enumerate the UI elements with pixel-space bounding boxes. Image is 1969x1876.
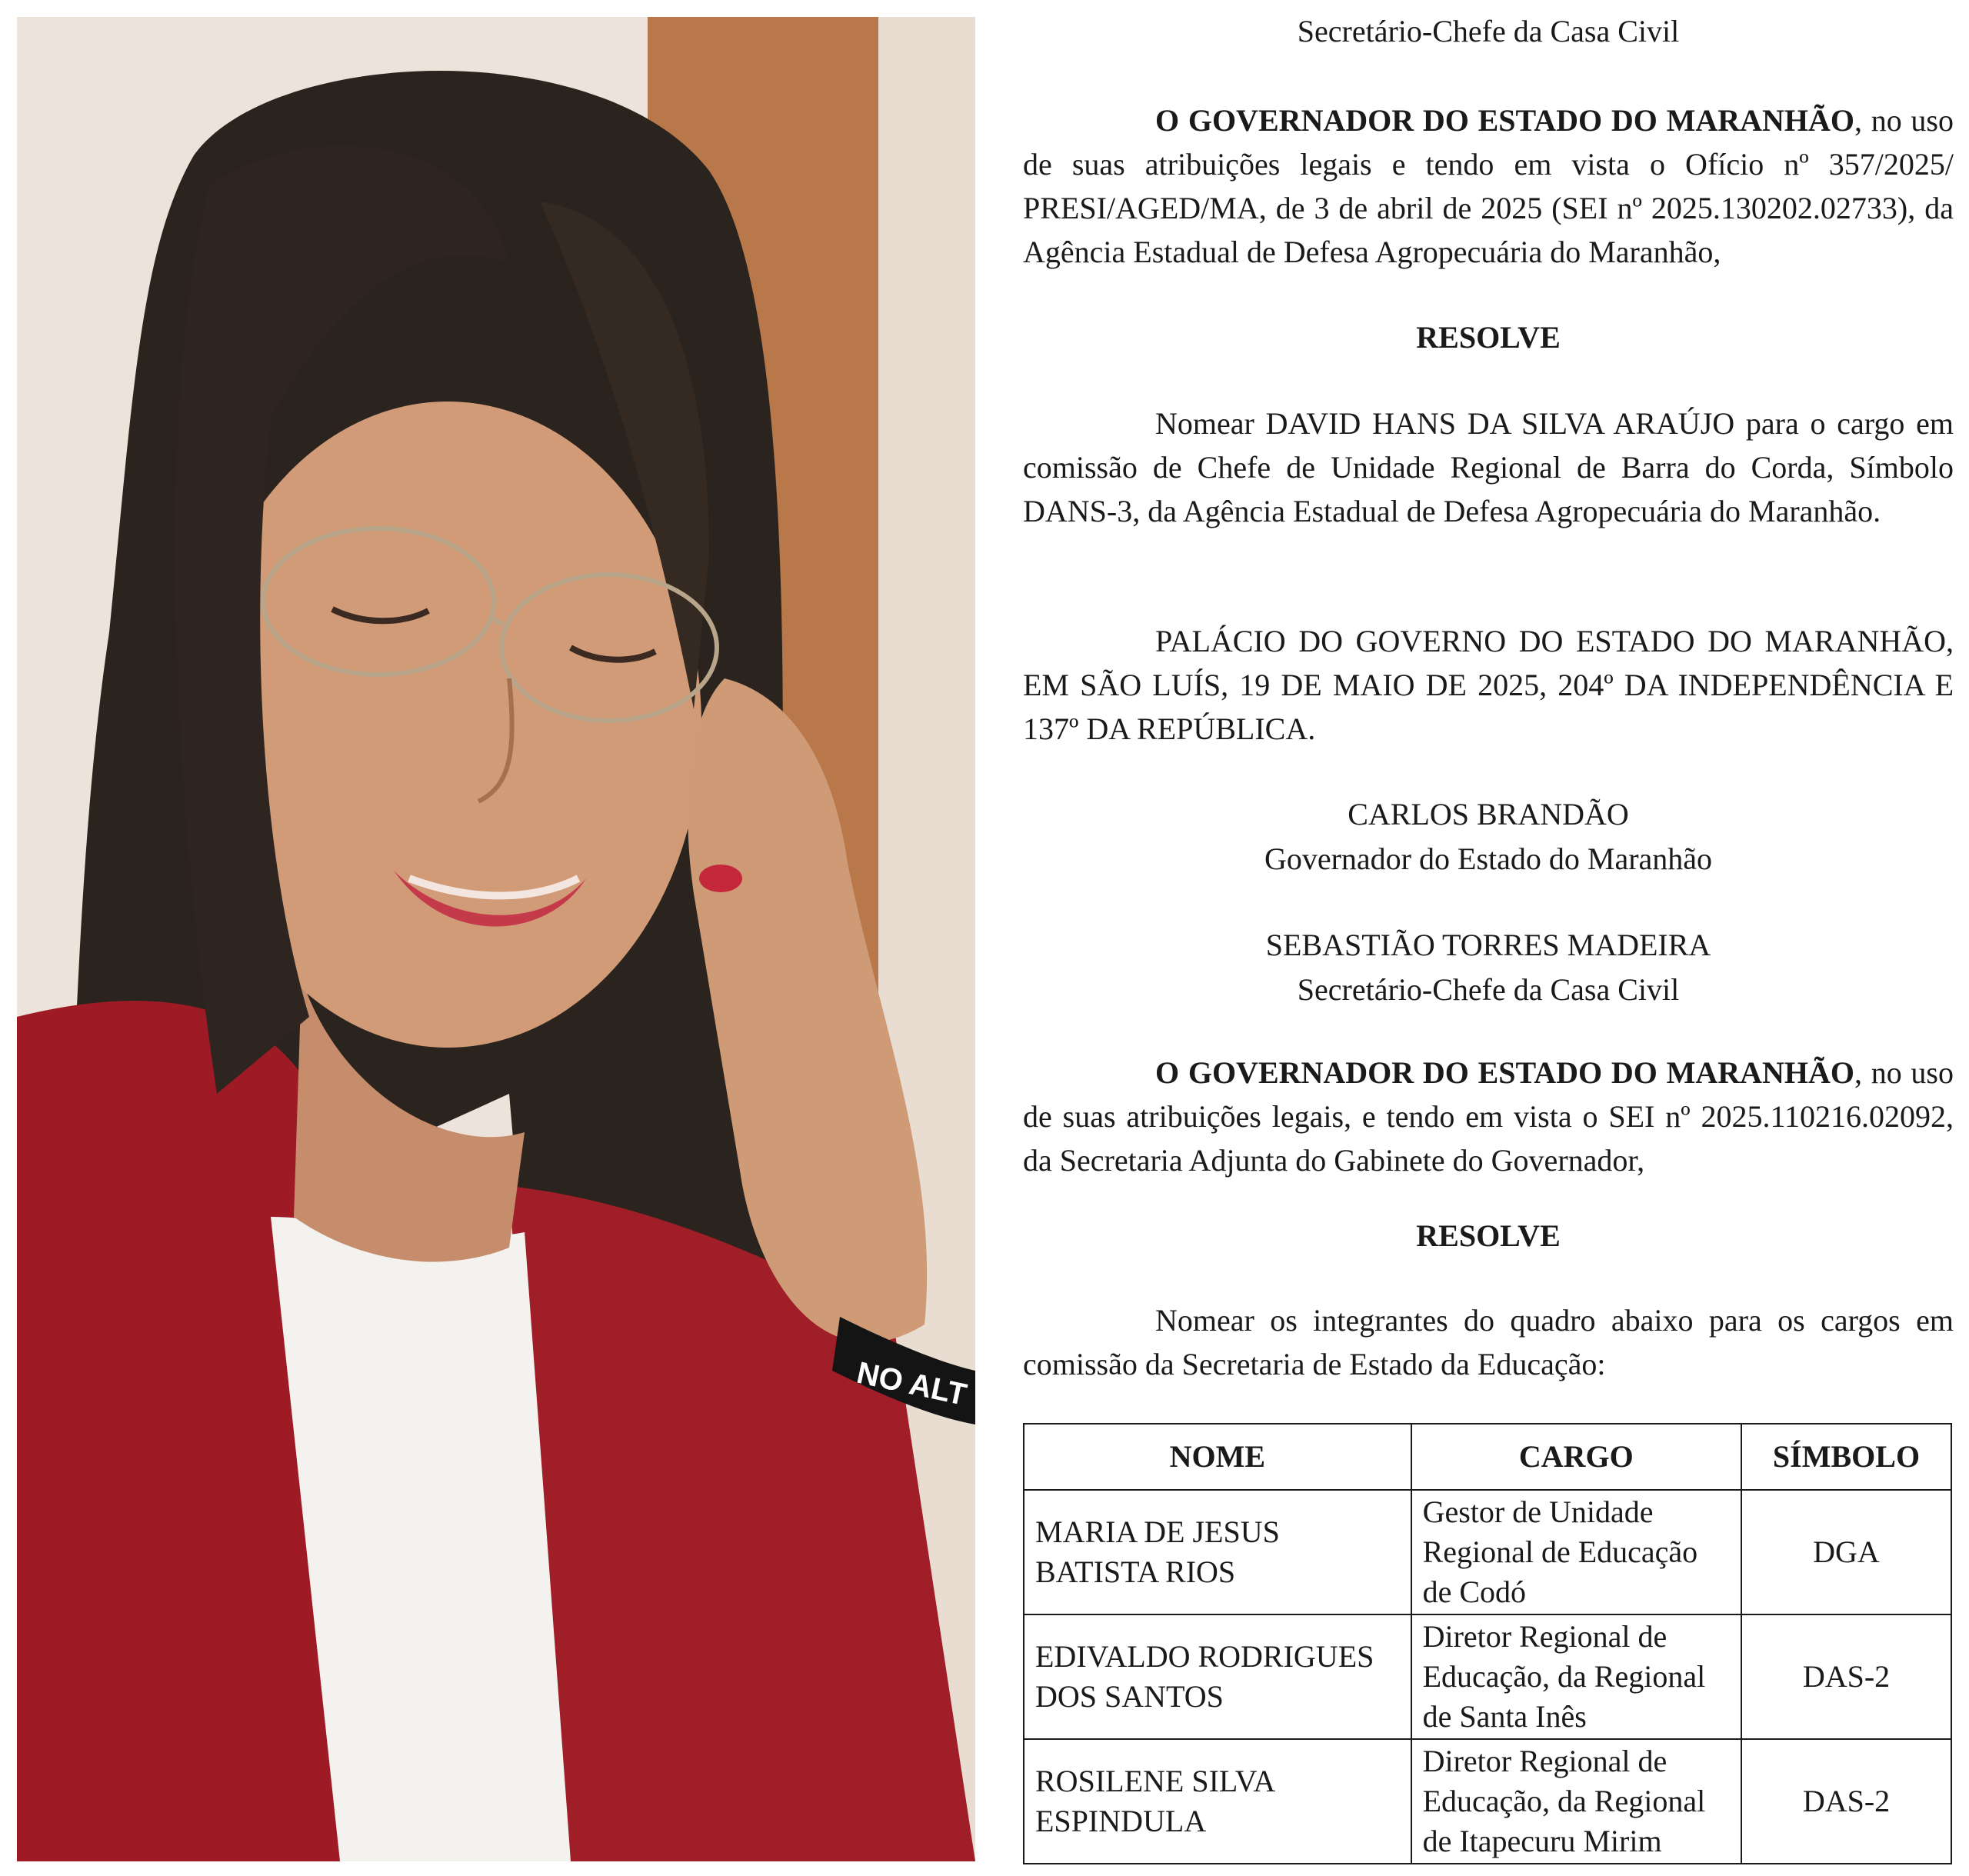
header-nome: NOME <box>1024 1424 1411 1490</box>
cell-nome: ROSILENE SILVA ESPINDULA <box>1024 1739 1411 1864</box>
act2-body: Nomear os integrantes do quadro abaixo para os cargos em comissão da Secretaria de Estado da Educação: <box>1023 1303 1954 1381</box>
signer2-role: Secretário-Chefe da Casa Civil <box>1297 972 1680 1007</box>
signer1-role: Governador do Estado do Maranhão <box>1264 841 1713 876</box>
portrait-illustration <box>17 17 975 1861</box>
signer1-name: CARLOS BRANDÃO <box>1348 797 1629 831</box>
signer2-name: SEBASTIÃO TORRES MADEIRA <box>1265 928 1711 962</box>
official-gazette-excerpt <box>1023 0 1954 1876</box>
header-simbolo: SÍMBOLO <box>1741 1424 1951 1490</box>
act1-governor-heading: O GOVERNADOR DO ESTADO DO MARANHÃO <box>1155 103 1854 138</box>
cell-cargo: Gestor de Unidade Regional de Educação de Codó <box>1411 1490 1741 1614</box>
act2-resolve: RESOLVE <box>1416 1218 1561 1253</box>
act2-preamble-text: , no uso de suas atribuições legais, e tendo em vista o SEI nº 2025.110216.02092, da Secretaria Adjunta do Gabinete do Governador, <box>1023 1055 1954 1178</box>
act1-resolve: RESOLVE <box>1416 320 1561 355</box>
table-row <box>1024 1614 1951 1739</box>
cell-simbolo: DGA <box>1741 1490 1951 1614</box>
act1-preamble-text: , no uso de suas atribuições legais e tendo em vista o Ofício nº 357/2025/ PRESI/AGED/MA, de 3 de abril de 2025 (SEI nº 2025.130202.02733), da Agência Estadual de Defesa Agropecuária do Maranhão, <box>1023 103 1954 269</box>
table-row <box>1024 1490 1951 1614</box>
cell-cargo: Diretor Regional de Educação, da Regional de Itapecuru Mirim <box>1411 1739 1741 1864</box>
portrait-photo <box>17 17 975 1861</box>
header-cargo: CARGO <box>1411 1424 1741 1490</box>
act2-governor-heading: O GOVERNADOR DO ESTADO DO MARANHÃO <box>1155 1055 1854 1090</box>
table-row <box>1024 1739 1951 1864</box>
cell-nome: MARIA DE JESUS BATISTA RIOS <box>1024 1490 1411 1614</box>
act1-preamble <box>1023 98 1954 274</box>
top-signer-role: Secretário-Chefe da Casa Civil <box>1297 14 1680 48</box>
appointments-table <box>1023 1423 1952 1864</box>
cell-nome: EDIVALDO RODRIGUES DOS SANTOS <box>1024 1614 1411 1739</box>
act2-preamble <box>1023 1051 1954 1182</box>
table-header-row <box>1024 1424 1951 1490</box>
cell-simbolo: DAS-2 <box>1741 1739 1951 1864</box>
act1-palace-line: PALÁCIO DO GOVERNO DO ESTADO DO MARANHÃO, EM SÃO LUÍS, 19 DE MAIO DE 2025, 204º DA INDEPENDÊNCIA E 137º DA REPÚBLICA. <box>1023 624 1954 746</box>
wristband-text: NO ALT <box>854 1355 970 1412</box>
cell-cargo: Diretor Regional de Educação, da Regional de Santa Inês <box>1411 1614 1741 1739</box>
cell-simbolo: DAS-2 <box>1741 1614 1951 1739</box>
act1-body: Nomear DAVID HANS DA SILVA ARAÚJO para o cargo em comissão de Chefe de Unidade Regional de Barra do Corda, Símbolo DANS-3, da Agência Estadual de Defesa Agropecuária do Maranhão. <box>1023 406 1954 528</box>
